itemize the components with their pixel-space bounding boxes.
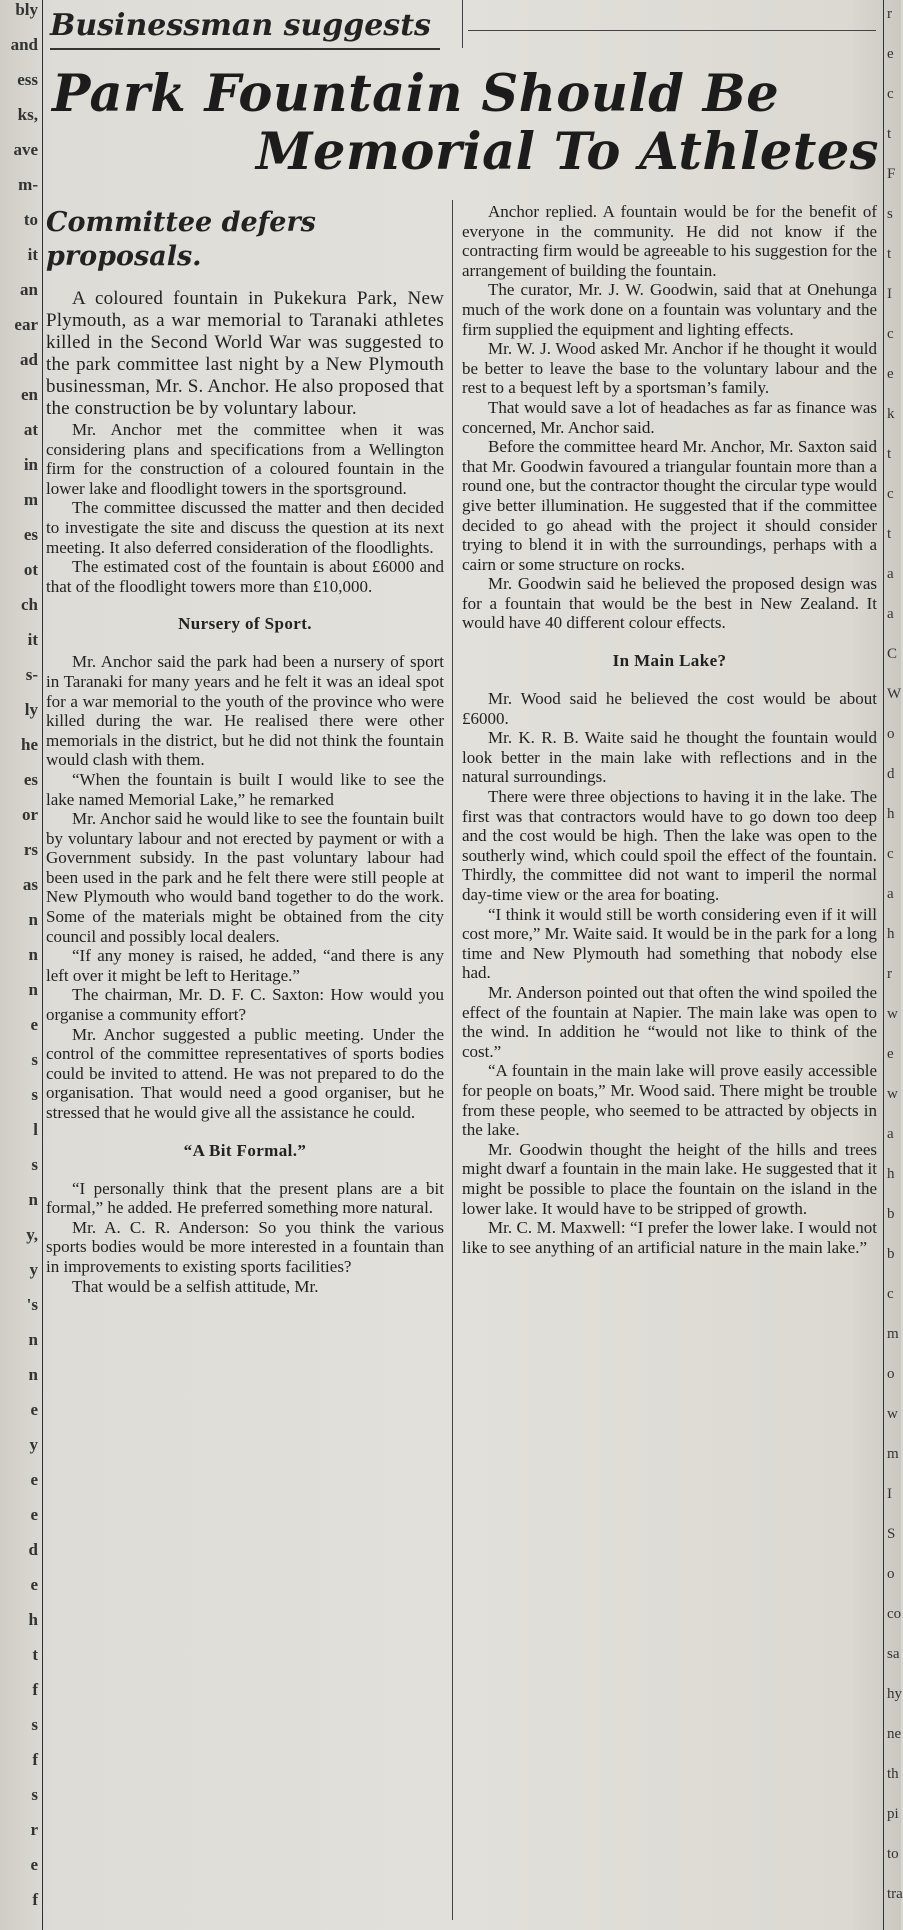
cut-off-text-fragment: pi — [887, 1806, 899, 1822]
cut-off-text-fragment: f — [32, 1750, 38, 1769]
cut-off-text-fragment: r — [30, 1820, 38, 1839]
article-paragraph: Mr. Goodwin said he believed the proposed design was for a fountain that would be the best in New Zealand. It would have 40 different colour effects. — [462, 574, 877, 633]
cut-off-text-fragment: s — [31, 1085, 38, 1104]
article-column-2 — [462, 202, 877, 1257]
cut-off-text-fragment: o — [887, 726, 895, 742]
article-paragraph: Mr. C. M. Maxwell: “I prefer the lower lake. I would not like to see anything of an artificial nature in the main lake.” — [462, 1218, 877, 1257]
cut-off-text-fragment: e — [30, 1400, 38, 1419]
cut-off-text-fragment: m- — [18, 175, 38, 194]
cut-off-text-fragment: h — [887, 926, 895, 942]
cut-off-text-fragment: n — [28, 910, 38, 929]
cut-off-text-fragment: e — [30, 1470, 38, 1489]
cut-off-text-fragment: t — [887, 526, 892, 542]
cut-off-text-fragment: co — [887, 1606, 902, 1622]
cut-off-text-fragment: y — [29, 1435, 38, 1454]
cut-off-text-fragment: a — [887, 1126, 894, 1142]
cut-off-text-fragment: m — [887, 1446, 899, 1462]
cut-off-text-fragment: ad — [20, 350, 38, 369]
cut-off-text-fragment: tra — [887, 1886, 903, 1902]
cut-off-text-fragment: y, — [26, 1225, 38, 1244]
cut-off-text-fragment: c — [887, 326, 894, 342]
article-paragraph: “A fountain in the main lake will prove easily accessible for people on boats,” Mr. Wood said. There might be trouble from these people, who seemed to be attracted by objects in the lake. — [462, 1061, 877, 1140]
cut-off-text-fragment: a — [887, 606, 894, 622]
cut-off-text-fragment: b — [887, 1206, 895, 1222]
article-paragraph: “If any money is raised, he added, “and there is any left over it might be left to Heritage.” — [46, 946, 444, 985]
article-column-1 — [46, 202, 444, 1296]
cut-off-text-fragment: en — [21, 385, 38, 404]
cut-off-text-fragment: b — [887, 1246, 895, 1262]
cut-off-text-fragment: e — [887, 1046, 894, 1062]
cut-off-text-fragment: at — [23, 420, 38, 439]
cut-off-text-fragment: y — [29, 1260, 38, 1279]
article-paragraph: “I personally think that the present plans are a bit formal,” he added. He preferred something more natural. — [46, 1178, 444, 1218]
cut-off-text-fragment: t — [887, 126, 892, 142]
cut-off-text-fragment: s — [31, 1050, 38, 1069]
article-paragraph: Mr. W. J. Wood asked Mr. Anchor if he thought it would be better to leave the base to the voluntary labour and the rest to a bequest left by a sportsman’s family. — [462, 339, 877, 398]
cut-off-text-fragment: n — [28, 980, 38, 999]
cut-off-text-fragment: it — [27, 630, 38, 649]
cut-off-text-fragment: th — [887, 1766, 899, 1782]
article-paragraph: Mr. A. C. R. Anderson: So you think the various sports bodies would be more interested in a fountain than in improvements to existing sports facilities? — [46, 1217, 444, 1276]
left-column-fragments — [0, 0, 43, 1930]
subheadline: Committee defers proposals. — [46, 207, 316, 272]
cut-off-text-fragment: t — [32, 1645, 38, 1664]
article-paragraph: Mr. Anderson pointed out that often the wind spoiled the effect of the fountain at Napier. The main lake was open to the wind. In addition he “would not like to think of the cost.” — [462, 982, 877, 1061]
cut-off-text-fragment: c — [887, 486, 894, 502]
cut-off-text-fragment: it — [27, 245, 38, 264]
headline-line-2: Memorial To Athletes — [256, 122, 880, 182]
cut-off-text-fragment: f — [32, 1680, 38, 1699]
cut-off-text-fragment: to — [23, 210, 38, 229]
cut-off-text-fragment: e — [30, 1505, 38, 1524]
article-paragraph: “When the fountain is built I would like to see the lake named Memorial Lake,” he remarked — [46, 769, 444, 809]
cut-off-text-fragment: hy — [887, 1686, 902, 1702]
cut-off-text-fragment: ot — [23, 560, 38, 579]
cut-off-text-fragment: s — [31, 1155, 38, 1174]
cut-off-text-fragment: n — [28, 1365, 38, 1384]
cut-off-text-fragment: e — [30, 1015, 38, 1034]
cut-off-text-fragment: es — [23, 525, 38, 544]
cut-off-text-fragment: S — [887, 1526, 896, 1542]
article-paragraph: Mr. Anchor met the committee when it was considering plans and specifications from a Wellington firm for the construction of a coloured fountain in the lower lake and floodlight towers in the sportsground. — [46, 420, 444, 498]
cut-off-text-fragment: W — [887, 686, 902, 702]
cut-off-text-fragment: in — [23, 455, 38, 474]
cut-off-text-fragment: and — [10, 35, 38, 54]
article-paragraph: The curator, Mr. J. W. Goodwin, said that at Onehunga much of the work done on a fountain was voluntary and the firm supplied the equipment and lighting effects. — [462, 280, 877, 339]
right-column-fragments — [883, 0, 902, 1930]
cut-off-text-fragment: e — [887, 366, 894, 382]
article-paragraph: There were three objections to having it in the lake. The first was that contractors would have to go down too deep and the cost would be high. Then the lake was open to the southerly wind, which could spoil the effect of the fountain. Thirdly, the committee did not want to imperil the normal day-time view or the area for boating. — [462, 787, 877, 904]
cut-off-text-fragment: s — [31, 1715, 38, 1734]
cut-off-text-fragment: a — [887, 886, 894, 902]
cut-off-text-fragment: s- — [25, 665, 38, 684]
cut-off-text-fragment: e — [887, 46, 894, 62]
cut-off-text-fragment: F — [887, 166, 896, 182]
lead-paragraph: A coloured fountain in Pukekura Park, New Plymouth, as a war memorial to Taranaki athletes killed in the Second World War was suggested to the park committee last night by a New Plymouth businessman, Mr. S. Anchor. He also proposed that the construction be by voluntary labour. — [46, 288, 444, 419]
cut-off-text-fragment: r — [887, 966, 892, 982]
cut-off-text-fragment: w — [887, 1006, 898, 1022]
article-paragraph: That would save a lot of headaches as far as finance was concerned, Mr. Anchor said. — [462, 397, 877, 437]
cut-off-text-fragment: o — [887, 1366, 895, 1382]
rule-divider — [462, 0, 463, 48]
column-divider — [452, 200, 453, 1920]
cut-off-text-fragment: h — [887, 806, 895, 822]
article-paragraph: Before the committee heard Mr. Anchor, Mr. Saxton said that Mr. Goodwin favoured a triangular fountain more than a round one, but the contractor thought the circular type would give better illumination. He suggested that if the committee decided to go ahead with the project it should consider trying to blend it in with the surroundings, perhaps with a cairn or some structure on rocks. — [462, 437, 877, 574]
article-paragraph: The estimated cost of the fountain is about £6000 and that of the floodlight towers more than £10,000. — [46, 557, 444, 596]
article-paragraph: That would be a selfish attitude, Mr. — [72, 1276, 319, 1296]
kicker-heading: Businessman suggests — [50, 8, 440, 50]
section-heading: “A Bit Formal.” — [183, 1140, 307, 1160]
cut-off-text-fragment: an — [20, 280, 38, 299]
cut-off-text-fragment: d — [887, 766, 895, 782]
cut-off-text-fragment: n — [28, 945, 38, 964]
cut-off-text-fragment: as — [22, 875, 38, 894]
section-heading: In Main Lake? — [612, 651, 727, 671]
cut-off-text-fragment: s — [887, 206, 893, 222]
cut-off-text-fragment: 's — [26, 1295, 38, 1314]
cut-off-text-fragment: c — [887, 1286, 894, 1302]
cut-off-text-fragment: bly — [15, 0, 38, 19]
article-paragraph: Mr. Anchor said he would like to see the fountain built by voluntary labour and not erected by payment or with a Government subsidy. In the past voluntary labour had been used in the park and he felt there were still people at New Plymouth who would band together to do the work. Some of the materials might be obtained from the city council and possibly local dealers. — [46, 809, 444, 946]
headline-line-1: Park Fountain Should Be — [52, 64, 780, 124]
cut-off-text-fragment: ch — [21, 595, 38, 614]
cut-off-text-fragment: ne — [887, 1726, 902, 1742]
cut-off-text-fragment: t — [887, 246, 892, 262]
cut-off-text-fragment: o — [887, 1566, 895, 1582]
cut-off-text-fragment: ave — [13, 140, 38, 159]
article-paragraph: The committee discussed the matter and then decided to investigate the site and discuss the question at its next meeting. It also deferred consideration of the floodlights. — [46, 498, 444, 557]
cut-off-text-fragment: c — [887, 86, 894, 102]
cut-off-text-fragment: c — [887, 846, 894, 862]
cut-off-text-fragment: m — [23, 490, 38, 509]
cut-off-text-fragment: f — [32, 1890, 38, 1909]
cut-off-text-fragment: h — [887, 1166, 895, 1182]
cut-off-text-fragment: h — [28, 1610, 38, 1629]
cut-off-text-fragment: r — [887, 6, 892, 22]
cut-off-text-fragment: sa — [887, 1646, 900, 1662]
cut-off-text-fragment: l — [33, 1120, 38, 1139]
cut-off-text-fragment: a — [887, 566, 894, 582]
cut-off-text-fragment: n — [28, 1190, 38, 1209]
cut-off-text-fragment: d — [28, 1540, 38, 1559]
article-paragraph: Mr. K. R. B. Waite said he thought the fountain would look better in the main lake with reflections and in the natural surroundings. — [462, 728, 877, 787]
article-paragraph: Mr. Anchor suggested a public meeting. Under the control of the committee representatives of sports bodies could be invited to attend. He was not prepared to do the organisation. That would need a good organiser, but he stressed that he would give all the assistance he could. — [46, 1024, 444, 1122]
section-heading: Nursery of Sport. — [178, 614, 312, 634]
cut-off-text-fragment: m — [887, 1326, 899, 1342]
article-paragraph: “I think it would still be worth considering even if it will cost more,” Mr. Waite said. It would be in the park for a long time and New Plymouth had something that nobody else had. — [462, 904, 877, 983]
cut-off-text-fragment: ks, — [17, 105, 38, 124]
cut-off-text-fragment: he — [21, 735, 38, 754]
article-paragraph: Mr. Anchor said the park had been a nursery of sport in Taranaki for many years and he felt it was an ideal spot for a war memorial to the youth of the province who were killed during the war. He realised there were other memorials in the district, but he did not think the fountain would clash with them. — [46, 652, 444, 770]
article-paragraph: Mr. Goodwin thought the height of the hills and trees might dwarf a fountain in the main lake. He suggested that it might be possible to place the fountain on the island in the lower lake. It would have to be stripped of growth. — [462, 1139, 877, 1218]
article-paragraph: The chairman, Mr. D. F. C. Saxton: How would you organise a community effort? — [46, 985, 444, 1025]
cut-off-text-fragment: e — [30, 1575, 38, 1594]
cut-off-text-fragment: ear — [14, 315, 38, 334]
cut-off-text-fragment: I — [887, 1486, 892, 1502]
cut-off-text-fragment: or — [21, 805, 38, 824]
cut-off-text-fragment: ess — [17, 70, 38, 89]
cut-off-text-fragment: w — [887, 1086, 898, 1102]
rule-divider — [468, 30, 876, 31]
cut-off-text-fragment: t — [887, 446, 892, 462]
cut-off-text-fragment: I — [887, 286, 892, 302]
cut-off-text-fragment: es — [23, 770, 38, 789]
cut-off-text-fragment: n — [28, 1330, 38, 1349]
article-paragraph: Mr. Wood said he believed the cost would be about £6000. — [462, 689, 877, 728]
cut-off-text-fragment: k — [887, 406, 895, 422]
cut-off-text-fragment: w — [887, 1406, 898, 1422]
article-paragraph: Anchor replied. A fountain would be for the benefit of everyone in the community. He did not know if the contracting firm would be agreeable to his suggestion for the arrangement of building the fountain. — [462, 202, 877, 280]
cut-off-text-fragment: rs — [23, 840, 38, 859]
cut-off-text-fragment: e — [30, 1855, 38, 1874]
cut-off-text-fragment: C — [887, 646, 898, 662]
cut-off-text-fragment: s — [31, 1785, 38, 1804]
cut-off-text-fragment: ly — [24, 700, 38, 719]
cut-off-text-fragment: to — [887, 1846, 899, 1862]
